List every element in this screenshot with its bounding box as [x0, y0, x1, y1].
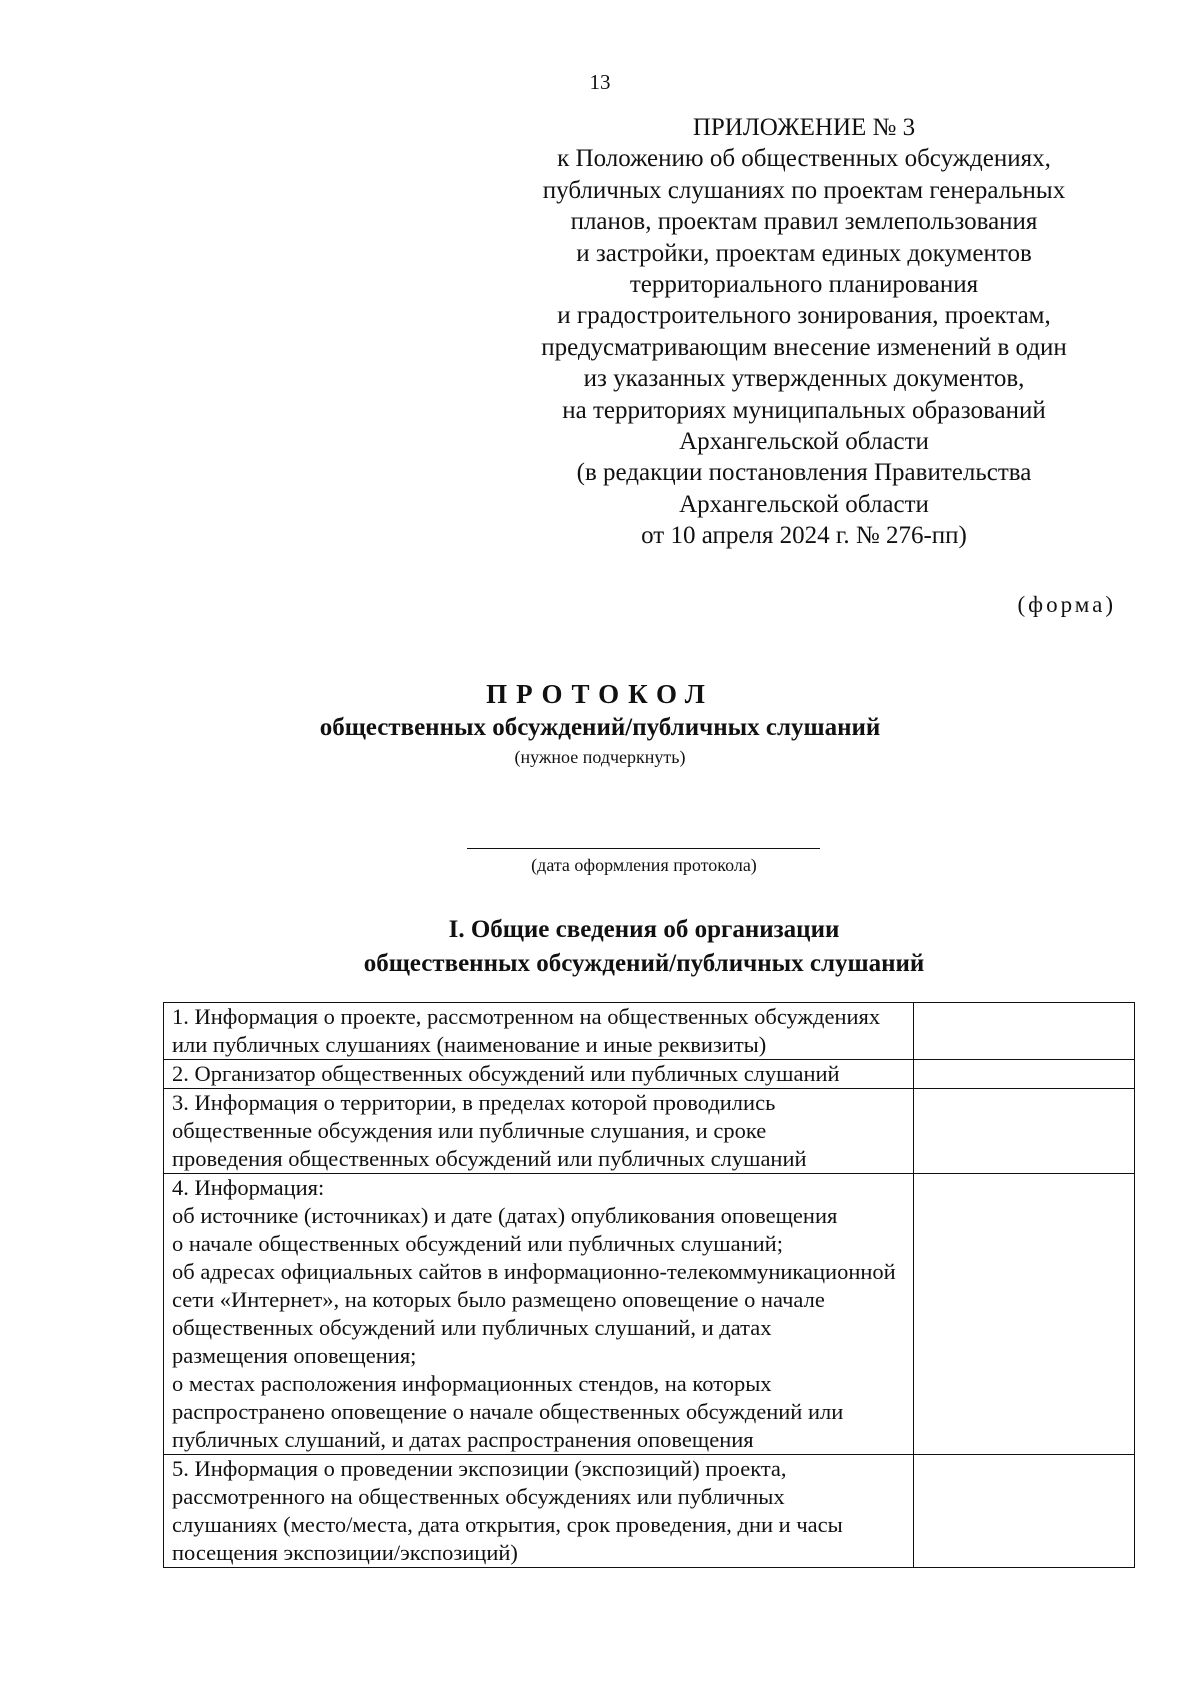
row-text-line: 5. Информация о проведении экспозиции (экспозиций) проекта,: [172, 1456, 787, 1481]
appendix-line: к Положению об общественных обсуждениях,: [557, 145, 1051, 173]
row-text-line: общественных обсуждений или публичных слушаний, и датах: [172, 1315, 772, 1340]
row-text-line: слушаниях (место/места, дата открытия, срок проведения, дни и часы: [172, 1512, 843, 1537]
table-row: [164, 1174, 1135, 1455]
table-row: [164, 1003, 1135, 1060]
table-row-value[interactable]: [914, 1174, 1135, 1455]
table-row: [164, 1455, 1135, 1568]
appendix-line: публичных слушаниях по проектам генеральных: [542, 176, 1066, 204]
row-text-line: размещения оповещения;: [172, 1343, 417, 1368]
page-number: 13: [589, 70, 611, 94]
appendix-line: предусматривающим внесение изменений в один: [541, 333, 1067, 361]
appendix-line: планов, проектам правил землепользования: [570, 208, 1038, 236]
date-field-line[interactable]: [467, 848, 820, 849]
table-row-value[interactable]: [914, 1060, 1135, 1089]
appendix-header: [508, 112, 1100, 552]
row-text-line: об адресах официальных сайтов в информационно-телекоммуникационной: [172, 1259, 896, 1284]
row-text-line: 3. Информация о территории, в пределах которой проводились: [172, 1090, 776, 1115]
appendix-line: на территориях муниципальных образований: [562, 396, 1046, 424]
row-text-line: об источнике (источниках) и дате (датах) опубликования оповещения: [172, 1203, 838, 1228]
appendix-line: (в редакции постановления Правительства: [576, 459, 1032, 487]
table-row-label: [164, 1455, 914, 1568]
row-text-line: распространено оповещение о начале общественных обсуждений или: [172, 1399, 844, 1424]
row-text-line: общественные обсуждения или публичные слушания, и сроке: [172, 1118, 767, 1143]
row-text-line: рассмотренного на общественных обсуждениях или публичных: [172, 1484, 785, 1509]
appendix-line: и градостроительного зонирования, проектам,: [557, 302, 1051, 330]
date-caption: (дата оформления протокола): [531, 855, 757, 875]
row-text-line: 4. Информация:: [172, 1175, 325, 1200]
row-text-line: о начале общественных обсуждений или публичных слушаний;: [172, 1231, 783, 1256]
table-row: [164, 1060, 1135, 1089]
protocol-hint: (нужное подчеркнуть): [514, 747, 686, 767]
appendix-line: Архангельской области: [679, 428, 929, 456]
appendix-line: территориального планирования: [629, 271, 979, 299]
table-row-label: [164, 1003, 914, 1060]
table-row-value[interactable]: [914, 1003, 1135, 1060]
table-row-value[interactable]: [914, 1455, 1135, 1568]
appendix-line: Архангельской области: [679, 490, 929, 518]
appendix-line: ПРИЛОЖЕНИЕ № 3: [692, 114, 916, 141]
row-text-line: о местах расположения информационных стендов, на которых: [172, 1371, 772, 1396]
table-row-label: [164, 1174, 914, 1455]
appendix-line: от 10 апреля 2024 г. № 276-пп): [641, 522, 967, 550]
protocol-title: ПРОТОКОЛ: [486, 679, 714, 709]
appendix-line: из указанных утвержденных документов,: [583, 365, 1025, 393]
row-text-line: 2. Организатор общественных обсуждений или публичных слушаний: [172, 1061, 840, 1086]
row-text-line: или публичных слушаниях (наименование и иные реквизиты): [172, 1032, 767, 1057]
table-row-label: [164, 1089, 914, 1174]
form-note: (форма): [1017, 592, 1116, 617]
row-text-line: сети «Интернет», на которых было размещено оповещение о начале: [172, 1287, 825, 1312]
table-row: [164, 1089, 1135, 1174]
row-text-line: 1. Информация о проекте, рассмотренном на общественных обсуждениях: [172, 1004, 881, 1029]
table-row-label: [164, 1060, 914, 1089]
row-text-line: посещения экспозиции/экспозиций): [172, 1540, 518, 1565]
general-info-table: [163, 1002, 1135, 1568]
row-text-line: проведения общественных обсуждений или публичных слушаний: [172, 1146, 807, 1171]
appendix-line: и застройки, проектам единых документов: [576, 239, 1032, 267]
section-title-line: общественных обсуждений/публичных слушаний: [363, 950, 925, 977]
section-title: [0, 913, 1200, 981]
section-title-line: I. Общие сведения об организации: [448, 916, 840, 943]
protocol-subtitle: общественных обсуждений/публичных слушаний: [319, 714, 881, 741]
row-text-line: публичных слушаний, и датах распространения оповещения: [172, 1427, 754, 1452]
table-row-value[interactable]: [914, 1089, 1135, 1174]
